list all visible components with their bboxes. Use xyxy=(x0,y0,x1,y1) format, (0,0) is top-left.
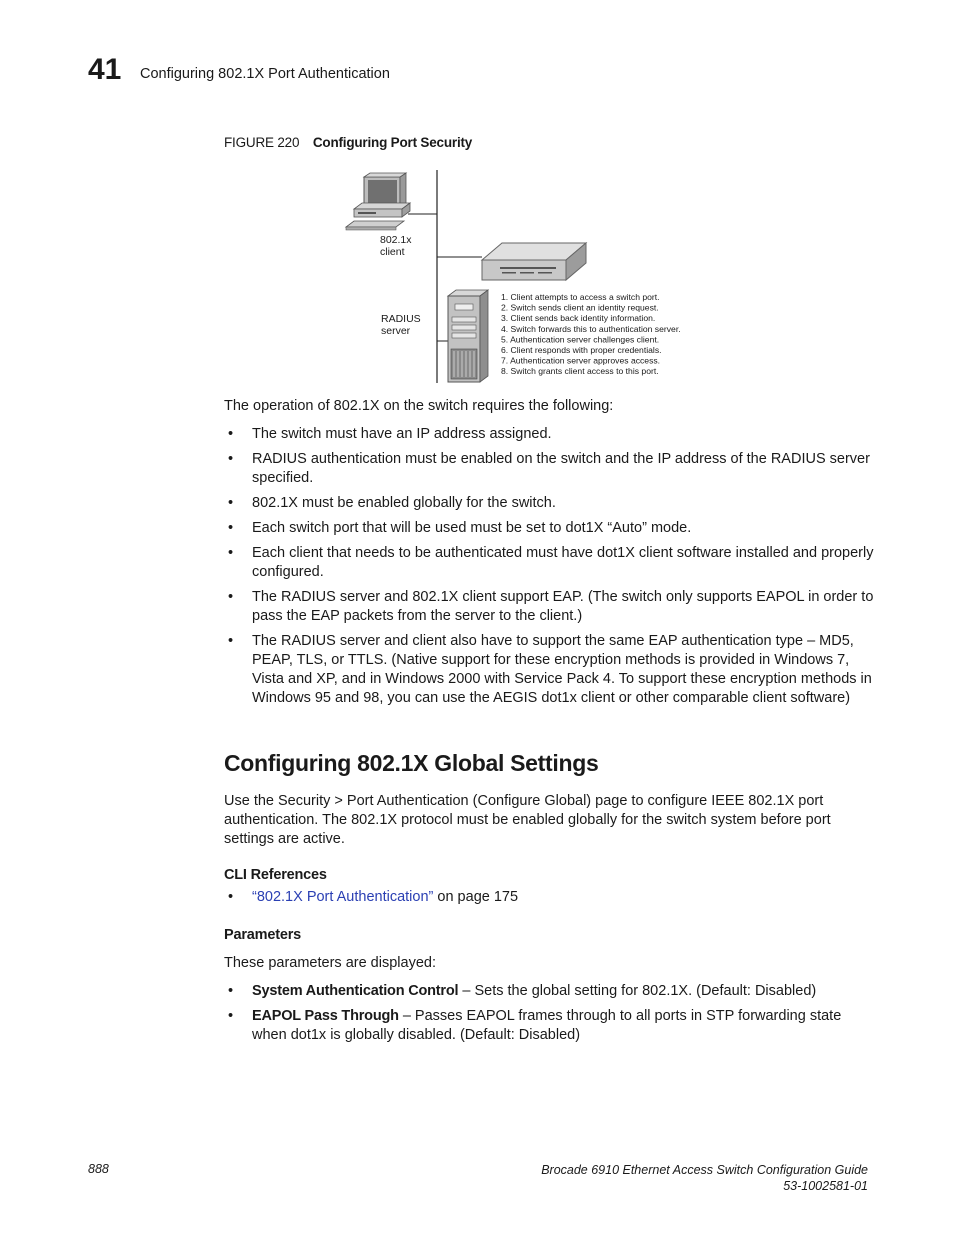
step-text: 5. Authentication server challenges client. xyxy=(501,334,660,345)
cli-reference-page: on page 175 xyxy=(433,889,519,905)
client-pc-icon xyxy=(346,173,410,230)
list-item: • The RADIUS server and client also have to support the same EAP authentication type – MD5, PEAP, TLS, or TTLS. (Native support for these encryption methods is provided in Windows 7, Vista and XP, and in Windows 2000 with Service Pack 4. To support these encryption methods in Windows 95 and 98, you can use the AEGIS dot1x client or other comparable client software) xyxy=(224,632,874,708)
cli-references-list xyxy=(224,888,874,913)
chapter-title: Configuring 802.1X Port Authentication xyxy=(140,66,390,82)
client-label-line2: client xyxy=(380,246,405,258)
section-title: Configuring 802.1X Global Settings xyxy=(224,750,599,776)
step-text: 4. Switch forwards this to authentication server. xyxy=(501,323,681,334)
cli-references-heading: CLI References xyxy=(224,867,327,883)
step-text: 2. Switch sends client an identity request. xyxy=(501,302,659,313)
parameter-description: – Passes EAPOL frames through to all ports in STP forwarding state when dot1x is globally disabled. (Default: Disabled) xyxy=(252,1008,842,1043)
parameters-heading: Parameters xyxy=(224,927,301,943)
list-item: • Each client that needs to be authenticated must have dot1X client software installed and properly configured. xyxy=(224,544,874,582)
figure-number: FIGURE 220 xyxy=(224,135,300,150)
list-item xyxy=(224,1007,874,1045)
section-paragraph: Use the Security > Port Authentication (Configure Global) page to configure IEEE 802.1X port authentication. The 802.1X protocol must be enabled globally for the switch system before port settings are active. xyxy=(224,793,831,847)
step-text: 3. Client sends back identity information. xyxy=(501,313,656,324)
requirements-list xyxy=(224,425,874,714)
authentication-steps xyxy=(501,292,681,376)
guide-title: Brocade 6910 Ethernet Access Switch Configuration Guide xyxy=(541,1163,868,1177)
list-item: • The switch must have an IP address assigned. xyxy=(224,425,874,444)
chapter-number: 41 xyxy=(88,53,122,86)
page-number: 888 xyxy=(88,1162,109,1176)
radius-server-icon xyxy=(448,290,488,382)
list-item: • 802.1X must be enabled globally for the switch. xyxy=(224,494,874,513)
parameters-intro: These parameters are displayed: xyxy=(224,955,436,971)
list-item xyxy=(224,982,874,1001)
intro-paragraph: The operation of 802.1X on the switch requires the following: xyxy=(224,398,614,414)
footer-guide xyxy=(541,1162,868,1194)
list-item xyxy=(224,888,874,907)
doc-number: 53-1002581-01 xyxy=(783,1179,868,1193)
parameters-list xyxy=(224,982,874,1051)
port-security-diagram xyxy=(330,165,710,390)
step-text: 6. Client responds with proper credentials. xyxy=(501,345,662,355)
parameter-description: – Sets the global setting for 802.1X. (Default: Disabled) xyxy=(458,983,817,999)
parameter-name: System Authentication Control xyxy=(252,983,459,999)
cli-reference-link[interactable]: “802.1X Port Authentication” xyxy=(252,889,434,905)
radius-label-line1: RADIUS xyxy=(381,313,421,325)
step-text: 7. Authentication server approves access. xyxy=(501,355,661,366)
list-item: • The RADIUS server and 802.1X client support EAP. (The switch only supports EAPOL in order to pass the EAP packets from the server to the client.) xyxy=(224,588,874,626)
figure-caption xyxy=(224,135,472,150)
figure-title: Configuring Port Security xyxy=(312,135,473,150)
step-text: 1. Client attempts to access a switch port. xyxy=(501,292,660,302)
parameter-name: EAPOL Pass Through xyxy=(252,1008,399,1024)
radius-label-line2: server xyxy=(381,325,411,337)
list-item: • RADIUS authentication must be enabled on the switch and the IP address of the RADIUS server specified. xyxy=(224,450,874,488)
list-item: • Each switch port that will be used must be set to dot1X “Auto” mode. xyxy=(224,519,874,538)
client-label-line1: 802.1x xyxy=(380,234,412,246)
step-text: 8. Switch grants client access to this port. xyxy=(501,366,659,377)
switch-icon xyxy=(482,243,586,280)
